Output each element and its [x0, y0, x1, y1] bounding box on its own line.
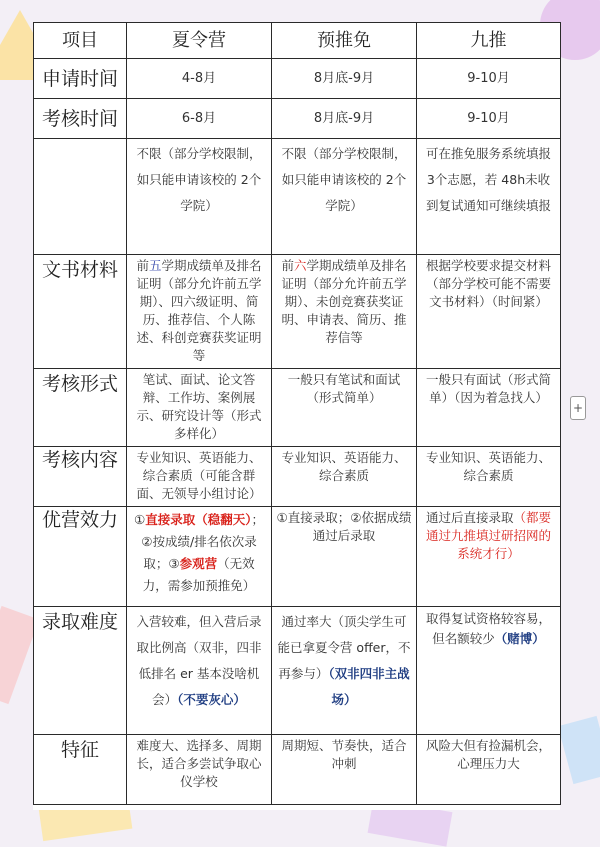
cell-text: 通过后直接录取 — [425, 510, 514, 525]
cell-text: 学期成绩单及排名证明（部分允许前五学期）、四六级证明、简历、推荐信、个人陈述、科创竞赛获奖证明等 — [136, 258, 262, 363]
document-sheet — [33, 22, 560, 810]
table-cell: 9-10月 — [417, 59, 561, 99]
gamble-highlight: （赌博） — [494, 631, 545, 646]
system-requirement-highlight: （都要通过九推填过研招网的系统才行） — [425, 510, 552, 561]
cell-text: ；②按成绩/排名依次录取；③ — [141, 512, 264, 571]
header-pre-recommend: 预推免 — [272, 23, 417, 59]
table-cell — [417, 507, 561, 607]
direct-admission-highlight: 直接录取（稳翻天） — [145, 512, 252, 527]
row-label-exam-time: 考核时间 — [34, 99, 127, 139]
cell-text: 通过率大（顶尖学生可能已拿夏令营 offer，不再参与） — [277, 614, 411, 681]
table-cell: 周期短、节奏快，适合冲刺 — [272, 735, 417, 805]
table-cell — [127, 255, 272, 369]
table-row — [34, 735, 561, 805]
table-row — [34, 59, 561, 99]
table-cell: 不限（部分学校限制，如只能申请该校的 2个学院） — [272, 139, 417, 255]
cell-text: （无效力，需参加预推免） — [142, 556, 256, 593]
visit-camp-highlight: 参观营 — [179, 556, 218, 571]
table-row — [34, 255, 561, 369]
comparison-table — [33, 22, 561, 805]
table-cell: 难度大、选择多、周期长，适合多尝试争取心仪学校 — [127, 735, 272, 805]
row-label-apply-time: 申请时间 — [34, 59, 127, 99]
encouragement-highlight: （不要灰心） — [177, 692, 246, 707]
side-expand-handle[interactable]: + — [570, 396, 586, 420]
table-cell: 8月底-9月 — [272, 99, 417, 139]
row-label-exam-format: 考核形式 — [34, 369, 127, 447]
table-cell: 专业知识、英语能力、综合素质（可能含群面、无领导小组讨论） — [127, 447, 272, 507]
table-cell — [272, 255, 417, 369]
table-row — [34, 447, 561, 507]
table-cell: 8月底-9月 — [272, 59, 417, 99]
row-label-difficulty: 录取难度 — [34, 607, 127, 735]
table-row — [34, 507, 561, 607]
header-summer-camp: 夏令营 — [127, 23, 272, 59]
semester-number: 五 — [148, 258, 162, 273]
table-cell: 可在推免服务系统填报 3个志愿，若 48h未收到复试通知可继续填报 — [417, 139, 561, 255]
table-cell: 一般只有面试（形式简单）（因为着急找人） — [417, 369, 561, 447]
table-cell — [272, 607, 417, 735]
row-label-offer-validity: 优营效力 — [34, 507, 127, 607]
table-row — [34, 607, 561, 735]
table-row — [34, 369, 561, 447]
cell-text: 学期成绩单及排名证明（部分允许前五学期）、未创竞赛获奖证明、申请表、简历、推荐信等 — [281, 258, 407, 345]
main-battlefield-highlight: （双非四非主战场） — [328, 666, 410, 707]
table-cell: 根据学校要求提交材料（部分学校可能不需要文书材料）（时间紧） — [417, 255, 561, 369]
row-label-exam-content: 考核内容 — [34, 447, 127, 507]
table-cell: 6-8月 — [127, 99, 272, 139]
bg-shape-blue — [558, 716, 600, 784]
table-cell — [127, 507, 272, 607]
cell-text: 前 — [281, 258, 294, 273]
row-label-features: 特征 — [34, 735, 127, 805]
table-row — [34, 99, 561, 139]
header-september: 九推 — [417, 23, 561, 59]
table-cell: 风险大但有捡漏机会，心理压力大 — [417, 735, 561, 805]
header-item: 项目 — [34, 23, 127, 59]
table-cell: 笔试、面试、论文答辩、工作坊、案例展示、研究设计等（形式多样化） — [127, 369, 272, 447]
table-cell: 专业知识、英语能力、综合素质 — [272, 447, 417, 507]
table-cell: 9-10月 — [417, 99, 561, 139]
table-row — [34, 139, 561, 255]
table-cell: 4-8月 — [127, 59, 272, 99]
row-label-documents: 文书材料 — [34, 255, 127, 369]
table-cell: ①直接录取；②依据成绩通过后录取 — [272, 507, 417, 607]
cell-text: 入营较难，但入营后录取比例高（双非，四非低排名 er 基本没啥机会） — [136, 614, 262, 707]
table-cell: 专业知识、英语能力、综合素质 — [417, 447, 561, 507]
row-label-blank — [34, 139, 127, 255]
table-cell: 不限（部分学校限制，如只能申请该校的 2个学院） — [127, 139, 272, 255]
table-header-row — [34, 23, 561, 59]
semester-number: 六 — [293, 258, 307, 273]
table-cell: 一般只有笔试和面试（形式简单） — [272, 369, 417, 447]
cell-text: 取得复试资格较容易，但名额较少 — [425, 611, 551, 646]
table-cell — [417, 607, 561, 735]
table-cell — [127, 607, 272, 735]
cell-text: 前 — [136, 258, 149, 273]
cell-text: ① — [134, 512, 146, 527]
